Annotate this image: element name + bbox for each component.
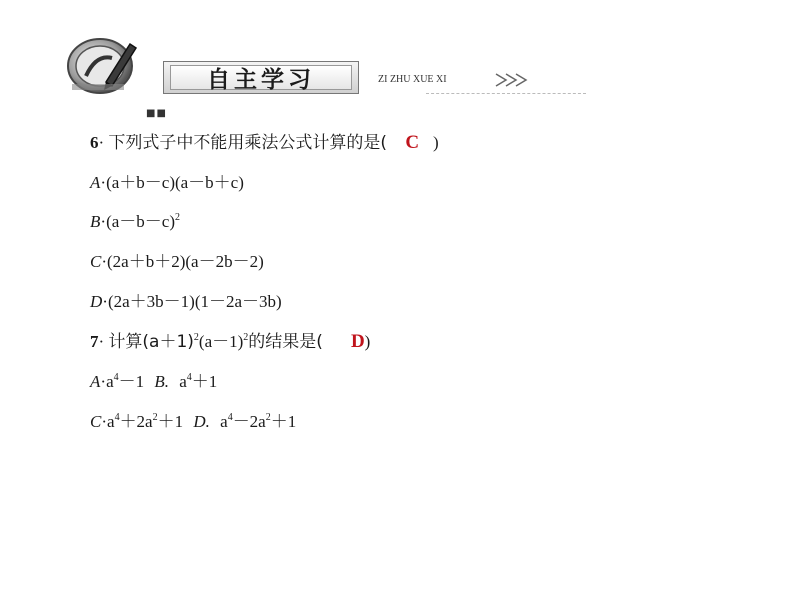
chevron-right-icon [494,72,554,88]
title-bar [163,61,359,94]
option-a: A·(a＋b－c)(a－b＋c) [90,173,244,192]
option-d: D·(2a＋3b－1)(1－2a－3b) [90,292,282,311]
question-stem: 计算(a＋1) [108,332,194,352]
answer-mark: D [350,331,365,352]
question-number: 6 [90,133,99,152]
section-subtitle: ZI ZHU XUE XI [378,74,447,85]
option-a-b: $A\cdot a^4-1$ B. $a^4+1$ [90,372,218,391]
question-stem: 下列式子中不能用乘法公式计算的是( [108,133,388,153]
option-c: C·(2a＋b＋2)(a－2b－2) [90,252,264,271]
question-7: 7· 计算$(a+1)^2(a-1)^2$的结果是( D) [90,331,371,352]
pen-notebook-icon [66,36,146,106]
option-b: $B\cdot(a-b-c)^2$ [90,212,180,231]
question-number: 7 [90,332,99,351]
option-c-d: $C\cdot a^4+2a^2+1$ D. $a^4-2a^2+1$ [90,412,297,431]
divider [426,93,586,95]
question-6: 6· 下列式子中不能用乘法公式计算的是( C ) [90,132,439,153]
decorative-dots: ■■ [146,108,167,119]
section-header [66,36,536,119]
answer-mark: C [405,132,420,153]
section-title: 自主学习 [207,67,315,93]
